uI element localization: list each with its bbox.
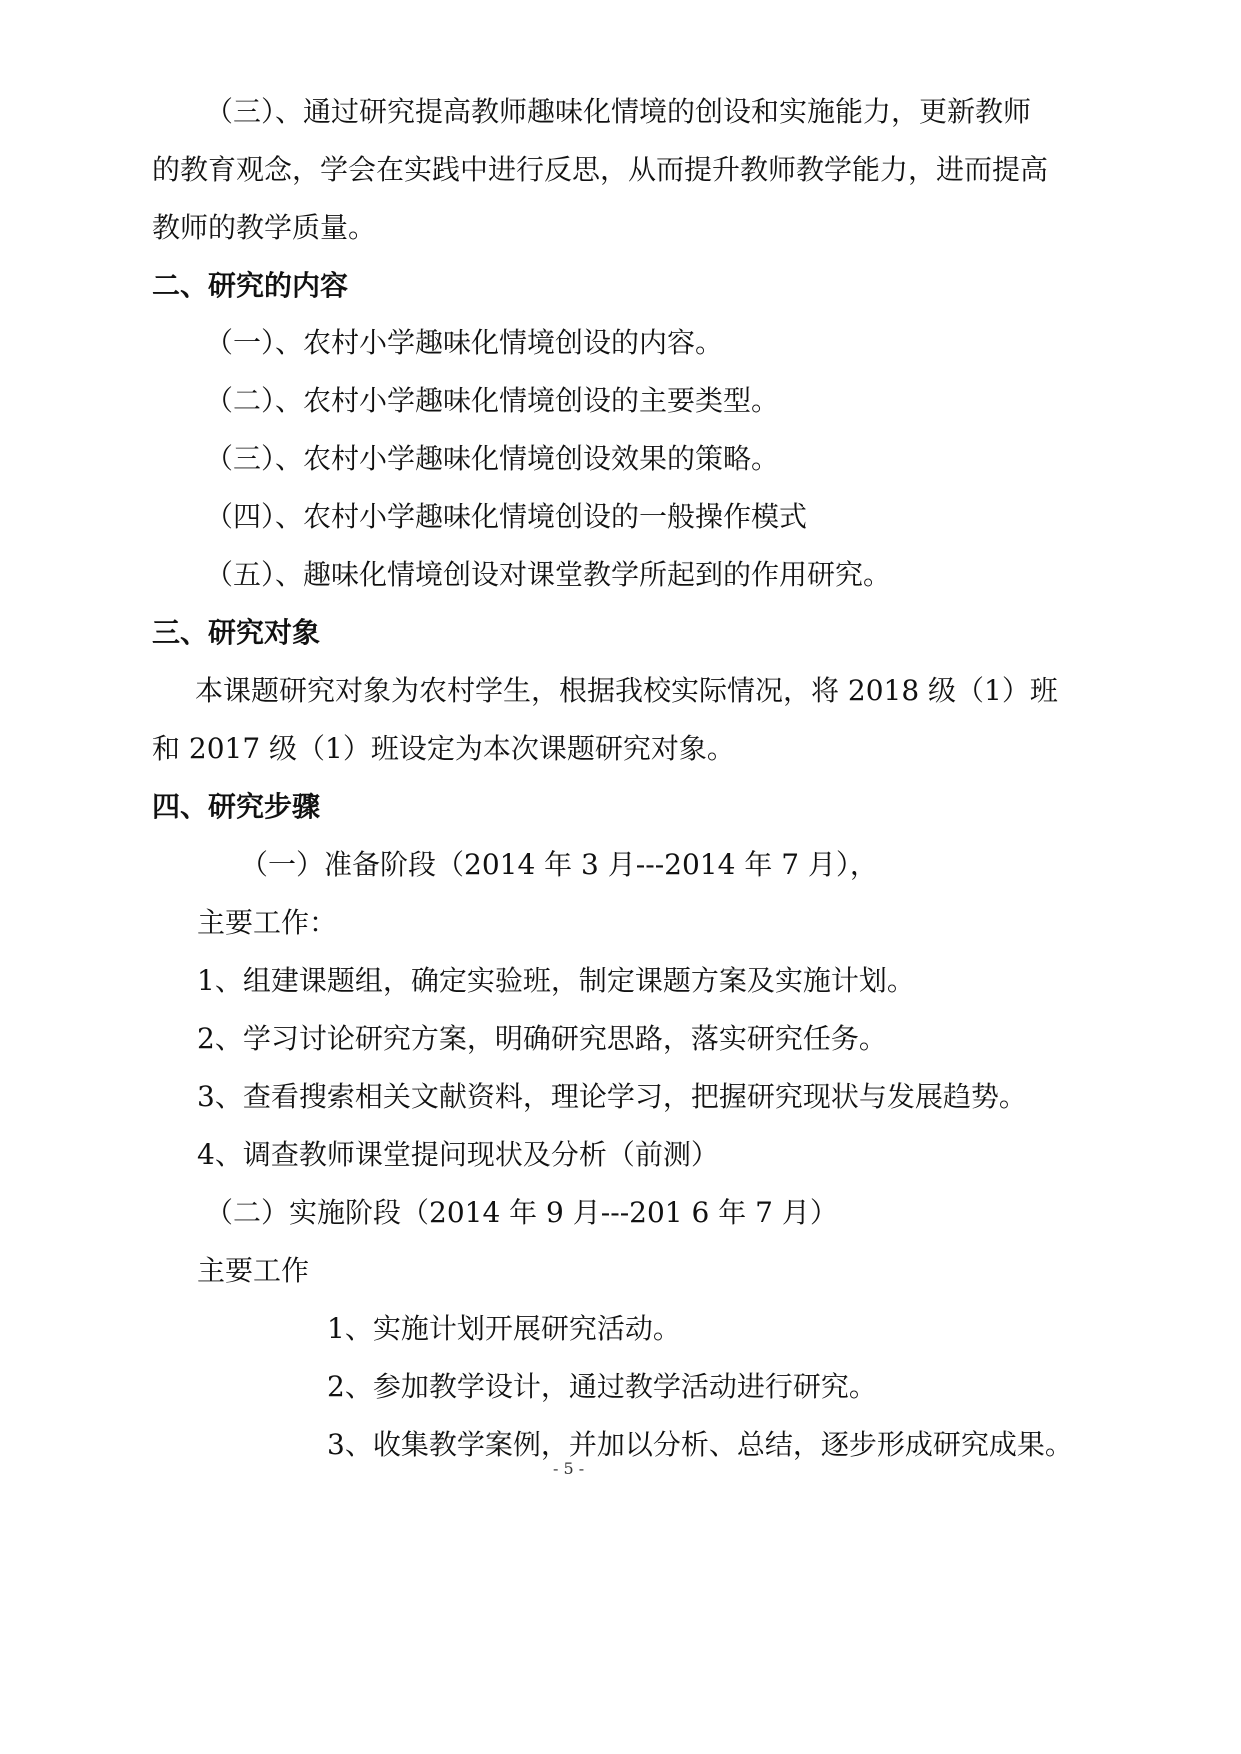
stage-item: 1、实施计划开展研究活动。: [327, 1312, 681, 1345]
stage-item: 3、查看搜索相关文献资料，理论学习，把握研究现状与发展趋势。: [197, 1080, 1027, 1113]
section-heading-object: 三、研究对象: [152, 616, 321, 649]
work-label: 主要工作: [197, 1254, 310, 1287]
section-heading-content: 二、研究的内容: [152, 269, 349, 302]
paragraph-line: 教师的教学质量。: [152, 211, 377, 244]
stage-item: 2、参加教学设计，通过教学活动进行研究。: [327, 1370, 877, 1403]
work-label: 主要工作：: [197, 906, 338, 939]
stage-title: （一）准备阶段（2014 年 3 月---2014 年 7 月），: [240, 848, 878, 881]
stage-item: 3、收集教学案例，并加以分析、总结，逐步形成研究成果。: [327, 1428, 1073, 1461]
content-item: （二）、农村小学趣味化情境创设的主要类型。: [205, 384, 780, 417]
stage-title: （二）实施阶段（2014 年 9 月---201 6 年 7 月）: [205, 1196, 838, 1229]
object-text-line: 和 2017 级（1）班设定为本次课题研究对象。: [152, 732, 735, 765]
paragraph-line: （三）、通过研究提高教师趣味化情境的创设和实施能力，更新教师: [205, 95, 1032, 128]
stage-item: 1、组建课题组，确定实验班，制定课题方案及实施计划。: [197, 964, 915, 997]
page-number: - 5 -: [553, 1459, 585, 1478]
stage-item: 4、调查教师课堂提问现状及分析（前测）: [197, 1138, 719, 1171]
content-item: （一）、农村小学趣味化情境创设的内容。: [205, 326, 724, 359]
content-item: （三）、农村小学趣味化情境创设效果的策略。: [205, 442, 780, 475]
content-item: （四）、农村小学趣味化情境创设的一般操作模式: [205, 500, 808, 533]
stage-item: 2、学习讨论研究方案，明确研究思路，落实研究任务。: [197, 1022, 887, 1055]
paragraph-line: 的教育观念，学会在实践中进行反思，从而提升教师教学能力，进而提高: [152, 153, 1049, 186]
section-heading-steps: 四、研究步骤: [152, 790, 321, 823]
content-item: （五）、趣味化情境创设对课堂教学所起到的作用研究。: [205, 558, 892, 591]
object-text-line: 本课题研究对象为农村学生，根据我校实际情况，将 2018 级（1）班: [195, 674, 1058, 707]
